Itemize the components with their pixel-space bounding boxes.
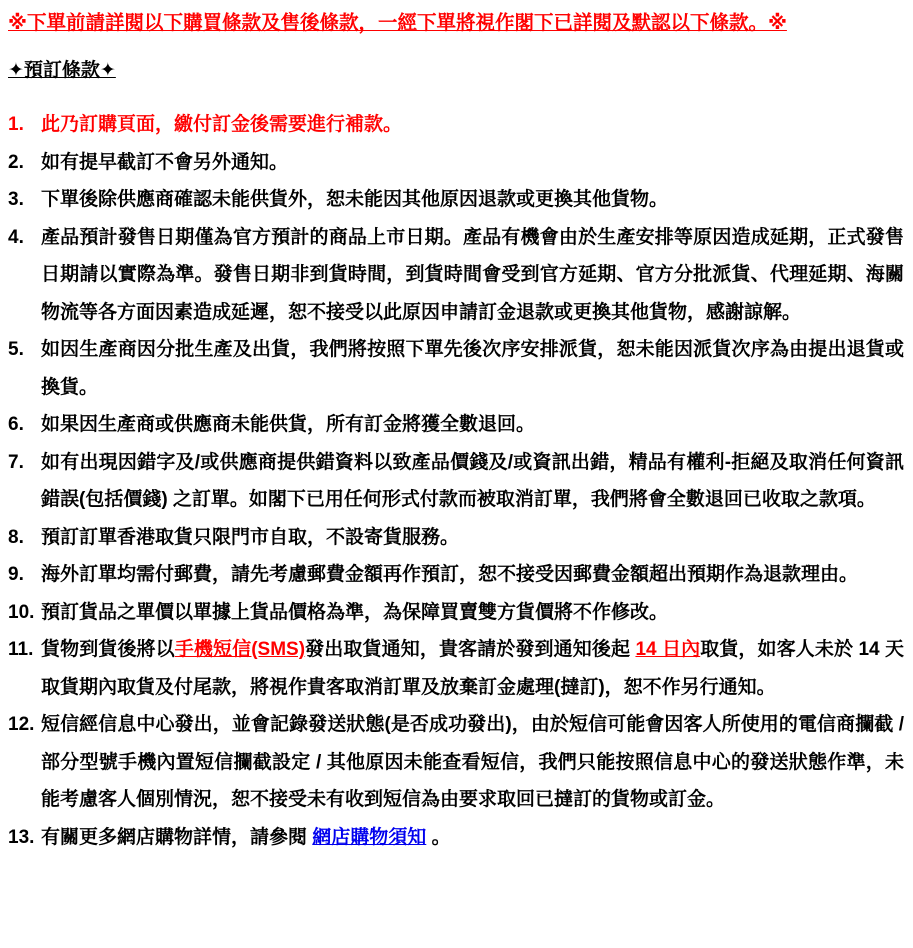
term-number: 2. <box>8 151 24 173</box>
term-item <box>8 594 904 632</box>
term-item <box>8 181 904 219</box>
term-item <box>8 519 904 557</box>
term-item <box>8 819 904 857</box>
term-number: 9. <box>8 564 24 585</box>
term-text <box>41 444 904 519</box>
term-item <box>8 106 904 144</box>
term-text <box>41 556 904 594</box>
terms-list <box>8 106 904 856</box>
term-text-segment: 預訂貨品之單價以單據上貨品價格為準，為保障買賣雙方貨價將不作修改。 <box>41 601 669 623</box>
term-item <box>8 444 904 519</box>
section-header-preorder-terms: ✦預訂條款✦ <box>8 60 116 81</box>
term-number: 4. <box>8 226 24 248</box>
term-text <box>41 406 904 444</box>
term-item <box>8 144 904 182</box>
term-text-segment: 預訂訂單香港取貨只限門市自取，不設寄貨服務。 <box>41 526 460 548</box>
term-text-segment: 如果因生產商或供應商未能供貨，所有訂金將獲全數退回。 <box>41 414 536 435</box>
term-text-segment: 取貨，如客人未於 14 天取貨期內取貨及付尾款，將視作貴客取消訂單及放棄訂金處理(撻訂)，恕不作另行通知。 <box>41 639 904 698</box>
term-text-segment: 此乃訂購頁面，繳付訂金後需要進行補款。 <box>41 114 403 135</box>
term-item <box>8 706 904 819</box>
term-text <box>41 144 904 182</box>
term-number: 7. <box>8 451 24 473</box>
term-text-segment: 短信經信息中心發出，並會記錄發送狀態(是否成功發出)，由於短信可能會因客人所使用的電信商攔截 / 部分型號手機內置短信攔截設定 / 其他原因未能查看短信，我們只能按照信息中心的發送狀態作準，未能考慮客人個別情況，恕不接受未有收到短信為由要求取回已撻訂的貨物或訂金。 <box>41 714 904 810</box>
term-text <box>41 331 904 406</box>
term-number: 13. <box>8 826 35 848</box>
term-text <box>41 631 904 706</box>
term-number: 12. <box>8 714 35 735</box>
term-text-segment: 如有提早截訂不會另外通知。 <box>41 151 289 173</box>
term-text-segment: 貨物到貨後將以 <box>41 639 175 660</box>
term-item <box>8 219 904 332</box>
notice-title: ※下單前請詳閱以下購買條款及售後條款，一經下單將視作閣下已詳閱及默認以下條款。※ <box>8 12 787 34</box>
term-item <box>8 406 904 444</box>
term-item <box>8 556 904 594</box>
term-number: 10. <box>8 601 35 623</box>
term-number: 8. <box>8 526 24 548</box>
term-text-segment: 如有出現因錯字及/或供應商提供錯資料以致產品價錢及/或資訊出錯，精品有權利-拒絕及取消任何資訊錯誤(包括價錢) 之訂單。如閣下已用任何形式付款而被取消訂單，我們將會全數退回已收取之款項。 <box>41 451 904 510</box>
term-text-segment: 產品預計發售日期僅為官方預計的商品上市日期。產品有機會由於生產安排等原因造成延期，正式發售日期請以實際為準。發售日期非到貨時間，到貨時間會受到官方延期、官方分批派貨、代理延期、海關物流等各方面因素造成延遲，恕不接受以此原因申請訂金退款或更換其他貨物，感謝諒解。 <box>41 226 904 323</box>
term-number: 5. <box>8 339 24 360</box>
term-text-segment: 發出取貨通知，貴客請於發到通知後起 <box>305 639 636 660</box>
term-text <box>41 819 904 857</box>
term-text <box>41 594 904 632</box>
highlighted-red-underline-text: 手機短信(SMS) <box>174 639 306 660</box>
term-number: 1. <box>8 114 24 135</box>
term-text <box>41 181 904 219</box>
term-text-segment: 如因生產商因分批生產及出貨，我們將按照下單先後次序安排派貨，恕未能因派貨次序為由提出退貨或換貨。 <box>41 339 904 398</box>
term-text-segment: 海外訂單均需付郵費，請先考慮郵費金額再作預訂，恕不接受因郵費金額超出預期作為退款理由。 <box>41 564 859 585</box>
term-text <box>41 519 904 557</box>
term-number: 6. <box>8 414 24 435</box>
term-text <box>41 706 904 819</box>
term-text <box>41 219 904 332</box>
term-text-segment: 下單後除供應商確認未能供貨外，恕未能因其他原因退款或更換其他貨物。 <box>41 189 669 210</box>
highlighted-red-underline-text: 14 日內 <box>635 639 701 660</box>
term-number: 11. <box>8 639 34 660</box>
term-text-segment: 有關更多網店購物詳情，請參閱 <box>41 826 313 848</box>
term-number: 3. <box>8 189 24 210</box>
term-item <box>8 631 904 706</box>
term-text <box>41 106 904 144</box>
term-text-segment: 。 <box>426 826 451 848</box>
term-item <box>8 331 904 406</box>
shop-notice-link[interactable]: 網店購物須知 <box>312 826 427 848</box>
